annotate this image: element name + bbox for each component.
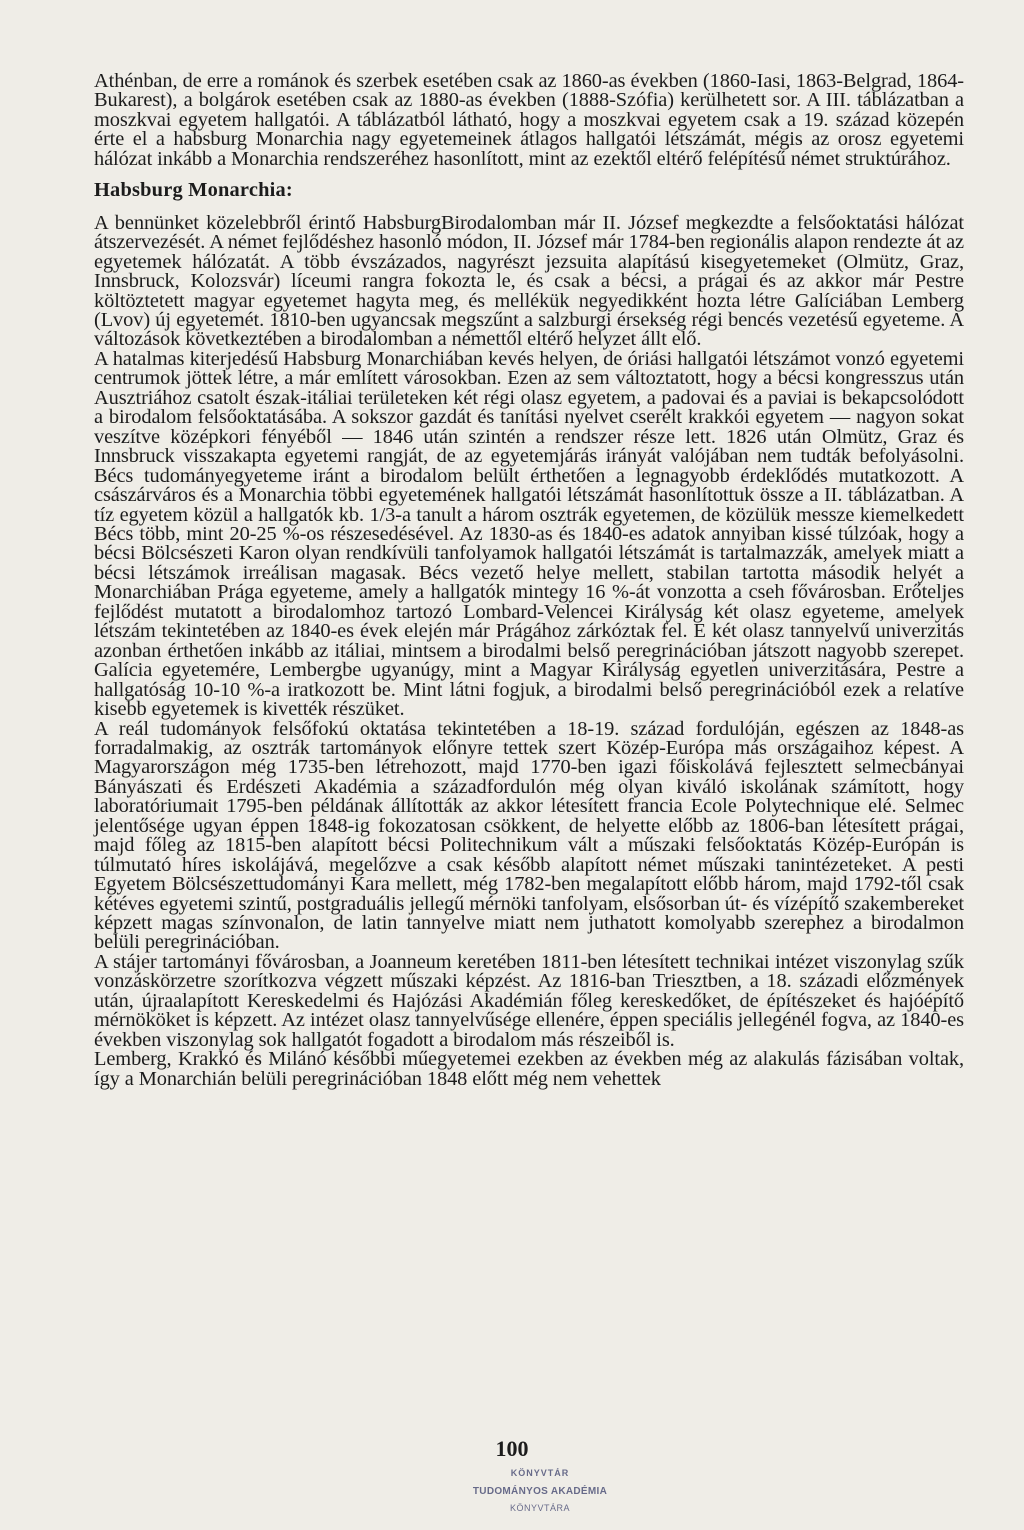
paragraph: A hatalmas kiterjedésű Habsburg Monarchiában kevés helyen, de óriási hallgatói létszámot vonzó egyetemi centrumok jöttek létre, a már említett városokban. Ezen az sem változtatott, hogy a bécsi kongresszus után Ausztriához csatolt észak-itáliai területeken két régi olasz egyetem, a padovai és a paviai is bekapcsolódott a birodalom felsőoktatásába. A sokszor gazdát és tanítási nyelvet cserélt krakkói egyetem — nagyon sokat veszítve középkori fényéből — 1846 után szintén a rendszer része lett. 1826 után Olmütz, Graz és Innsbruck visszakapta egyetemi rangját, de az egyetemjárás irányát valójában nem tudták befolyásolni. Bécs tudományegyeteme iránt a birodalom belült érthetően a legnagyobb érdeklődés mutatkozott. A császárváros és a Monarchia többi egyetemének hallgatói létszámát hasonlítottuk össze a II. táblázatban. A tíz egyetem közül a hallgatók kb. 1/3-a tanult a három osztrák egyetemen, de közülük messze kiemelkedett Bécs több, mint 20-25 %-os részesedésével. Az 1830-as és 1840-es adatok annyiban kissé túlzóak, hogy a bécsi Bölcsészeti Karon olyan rendkívüli tanfolyamok hallgatói létszámát is tartalmazzák, amelyek miatt a bécsi létszámok irreálisan magasak. Bécs vezető helye mellett, stabilan tartotta második helyét a Monarchiában Prága egyeteme, amely a hallgatók mintegy 16 %-át vonzotta a cseh fővárosban. Erőteljes fejlődést mutatott a birodalomhoz tartozó Lombard-Velencei Királyság két olasz egyeteme, amelyek létszám tekintetében az 1840-es évek elején már Prágához zárkóztak fel. E két olasz tannyelvű univerzitás azonban érthetően inkább az itáliai, mintsem a birodalmi belső peregrinációban játszott nagyobb szerepet. Galícia egyetemére, Lembergbe ugyanúgy, mint a Magyar Királyság egyetlen univerzitására, Pestre a hallgatóság 10-10 %-a iratkozott be. Mint látni fogjuk, a birodalmi belső peregrinációból ezek a relatíve kisebb egyetemek is kivették részüket.	[94, 347, 964, 721]
paragraph-intro: Athénban, de erre a románok és szerbek esetében csak az 1860-as években (1860-Iasi, 1863-Belgrad, 1864-Bukarest), a bolgárok esetében csak az 1880-as években (1888-Szófia) kerülhetett sor. A III. táblázatban a moszkvai egyetem hallgatói. A táblázatból látható, hogy a moszkvai egyetem csak a 19. század közepén érte el a habsburg Monarchia nagy egyetemeinek átlagos hallgatói létszámát, mégis az orosz egyetemi hálózat inkább a Monarchia rendszeréhez hasonlított, mint az ezektől eltérő felépítésű német struktúrához.	[94, 70, 964, 170]
stamp-line: KÖNYVTÁRA	[509, 1503, 570, 1513]
paragraph: A reál tudományok felsőfokú oktatása tekintetében a 18-19. század fordulóján, egészen az 1848-as forradalmakig, az osztrák tartományok előnyre tettek szert Közép-Európa más országaihoz képest. A Magyarországon még 1735-ben létrehozott, majd 1770-ben igazi főiskolává fejlesztett selmecbányai Bányászati és Erdészeti Akadémia a századfordulón még olyan kiváló iskolának számított, hogy laboratóriumait 1795-ben példának állították az akkor létesített francia Ecole Polytechnique elé. Selmec jelentősége ugyan éppen 1848-ig fokozatosan csökkent, de helyette előbb az 1806-ban létesített prágai, majd főleg az 1815-ben alapított bécsi Politechnikum vált a műszaki felsőoktatás Közép-Európán is túlmutató híres iskolájává, megelőzve a csak később alapított német műszaki tanintézeteket. A pesti Egyetem Bölcsészettudományi Kara mellett, még 1782-ben megalapított előbb három, majd 1792-től csak kétéves egyetemi szintű, postgraduális jellegű mérnöki tanfolyam, elsősorban út- és vízépítő szakembereket képzett magas színvonalon, de latin tannyelve miatt nem juthatott komolyabb szerephez a birodalmon belüli peregrinációban.	[94, 717, 964, 954]
body-text	[94, 72, 964, 1089]
paragraph: Lemberg, Krakkó és Milánó későbbi műegyetemei ezekben az években még az alakulás fázisában voltak, így a Monarchián belüli peregrinációban 1848 előtt még nem vehettek	[94, 1048, 964, 1090]
page-number: 100	[495, 1436, 529, 1461]
paragraph: A stájer tartományi fővárosban, a Joanneum keretében 1811-ben létesített technikai intézet viszonylag szűk vonzáskörzetre szorítkozva végzett műszaki képzést. Az 1816-ban Triesztben, a 18. századi előzmények után, újraalapított Kereskedelmi és Hajózási Akadémián főleg kereskedőket, de építészeket és hajóépítő mérnököket is képzett. Az intézet olasz tannyelvűsége ellenére, éppen speciális jellegénél fogva, az 1840-es években viszonylag sok hallgatót fogadott a birodalom más részeiből is.	[94, 950, 964, 1051]
paragraph: A bennünket közelebbről érintő HabsburgBirodalomban már II. József megkezdte a felsőoktatási hálózat átszervezését. A német fejlődéshez hasonló módon, II. József már 1784-ben regionális alapon rendezte át az egyetemek hálózatát. A több évszázados, nagyrészt jezsuita alapítású kisegyetemeket (Olmütz, Graz, Innsbruck, Kolozsvár) líceumi rangra fokozta le, és csak a bécsi, a prágai és az akkor már Pestre költöztetett magyar egyetemet hagyta meg, és mellékük negyedikként hozta létre Galíciában Lemberg (Lvov) új egyetemét. 1810-ben ugyancsak megszűnt a salzburgi érsekség régi bencés vezetésű egyeteme. A változások következtében a birodalomban a némettől eltérő helyzet állt elő.	[94, 211, 964, 351]
library-stamp	[470, 1468, 610, 1513]
section-heading: Habsburg Monarchia:	[94, 179, 293, 202]
stamp-line: TUDOMÁNYOS AKADÉMIA	[472, 1486, 608, 1497]
stamp-line: KÖNYVTÁR	[510, 1468, 570, 1478]
